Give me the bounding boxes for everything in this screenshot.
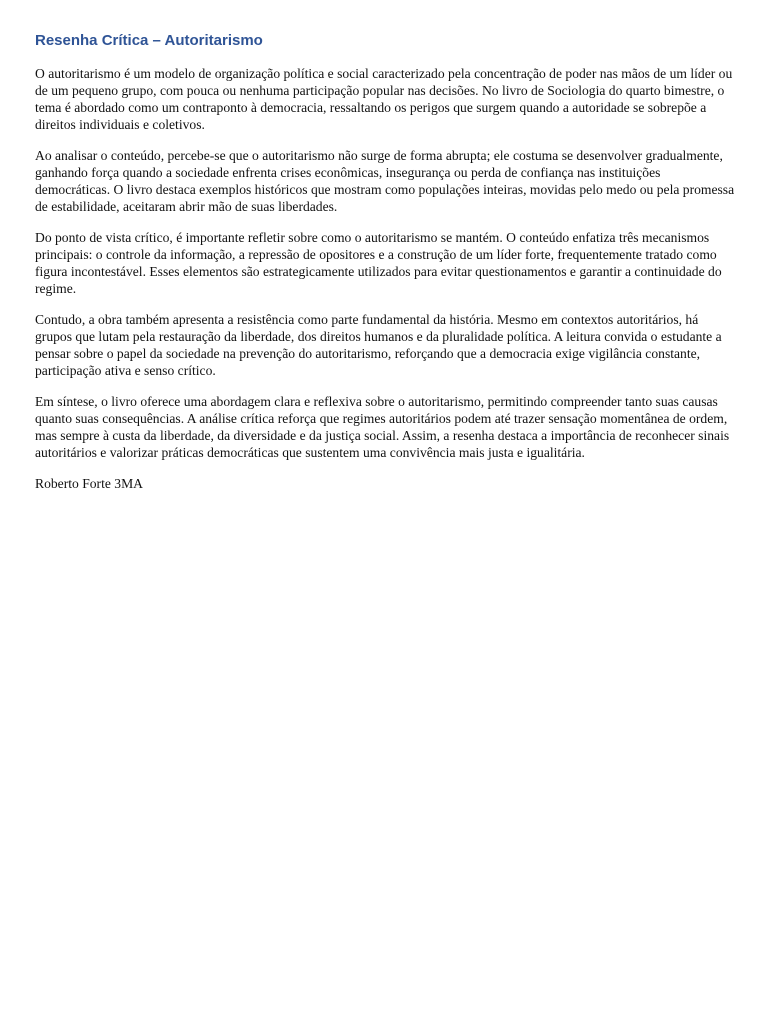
paragraph-resistance: Contudo, a obra também apresenta a resistência como parte fundamental da história. Mesmo em contextos autoritários, há grupos que lutam pela restauração da liberdade, dos direitos humanos e da pluralidade política. A leitura convida o estudante a pensar sobre o papel da sociedade na prevenção do autoritarismo, reforçando que a democracia exige vigilância constante, participação ativa e senso crítico. <box>35 312 722 378</box>
author-signature: Roberto Forte 3MA <box>35 476 143 491</box>
paragraph-conclusion: Em síntese, o livro oferece uma abordagem clara e reflexiva sobre o autoritarismo, permitindo compreender tanto suas causas quanto suas consequências. A análise crítica reforça que regimes autoritários podem até trazer sensação momentânea de ordem, mas sempre à custa da liberdade, da diversidade e da justiça social. Assim, a resenha destaca a importância de reconhecer sinais autoritários e valorizar práticas democráticas que sustentem uma convivência mais justa e igualitária. <box>35 394 730 460</box>
paragraph-intro: O autoritarismo é um modelo de organização política e social caracterizado pela concentração de poder nas mãos de um líder ou de um pequeno grupo, com pouca ou nenhuma participação popular nas decisões. No livro de Sociologia do quarto bimestre, o tema é abordado como um contraponto à democracia, ressaltando os perigos que surgem quando a autoridade se sobrepõe a direitos individuais e coletivos. <box>35 66 733 132</box>
paragraph-analysis: Ao analisar o conteúdo, percebe-se que o autoritarismo não surge de forma abrupta; ele costuma se desenvolver gradualmente, ganhando força quando a sociedade enfrenta crises econômicas, insegurança ou perda de confiança nas instituições democráticas. O livro destaca exemplos históricos que mostram como populações inteiras, movidas pelo medo ou pela promessa de estabilidade, aceitaram abrir mão de suas liberdades. <box>35 148 735 214</box>
document-title: Resenha Crítica – Autoritarismo <box>35 32 263 49</box>
document-page <box>35 0 735 492</box>
paragraph-critical-view: Do ponto de vista crítico, é importante refletir sobre como o autoritarismo se mantém. O conteúdo enfatiza três mecanismos principais: o controle da informação, a repressão de opositores e a construção de um líder forte, frequentemente tratado como figura incontestável. Esses elementos são estrategicamente utilizados para evitar questionamentos e garantir a continuidade do regime. <box>35 230 722 296</box>
